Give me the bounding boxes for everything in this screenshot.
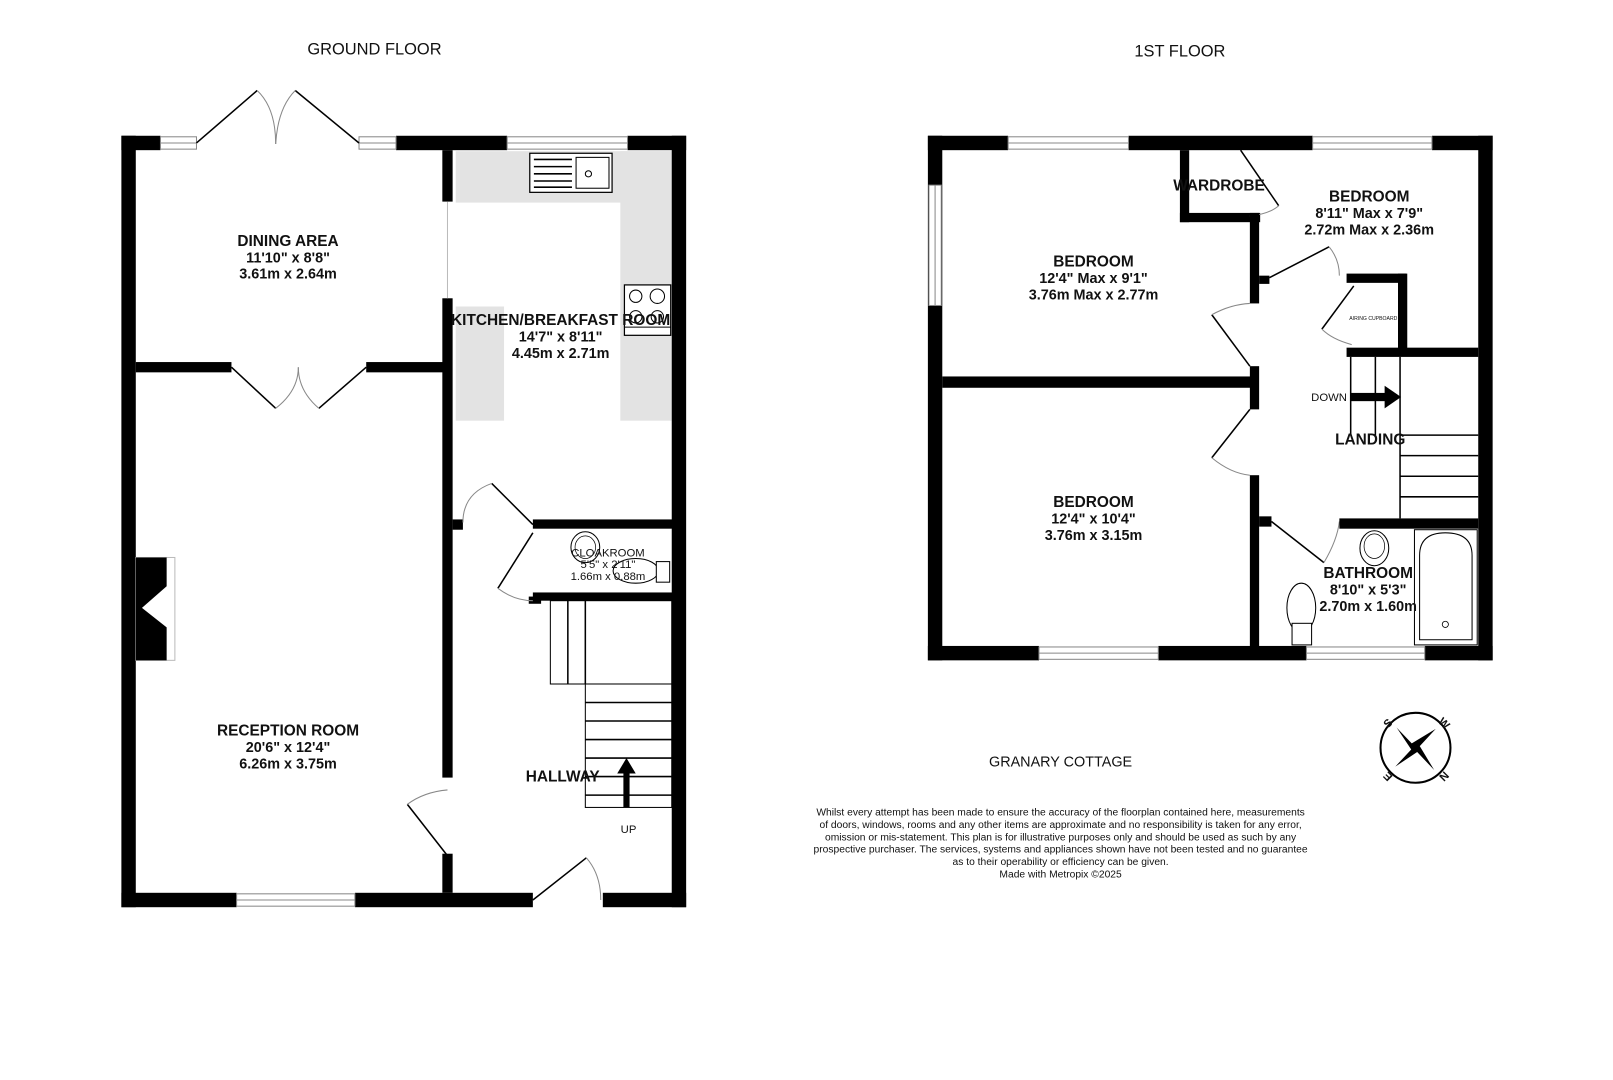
wall [1398,274,1407,356]
svg-text:of doors, windows, rooms and a: of doors, windows, rooms and any other items are approximate and no responsibility is taken for any error, [819,820,1302,831]
wall [1339,518,1478,528]
wall [942,376,1257,387]
wall [1158,646,1306,660]
svg-text:3.76m x 3.15m: 3.76m x 3.15m [1044,528,1143,544]
double-doors [231,367,366,408]
wall [136,362,232,372]
ground-floor-plan [121,41,686,908]
svg-text:12'4" Max x 9'1": 12'4" Max x 9'1" [1039,270,1148,287]
bath-icon [1414,530,1477,645]
room-label-bedroom-1 [1029,253,1159,303]
svg-text:2.70m x 1.60m: 2.70m x 1.60m [1319,598,1417,615]
svg-text:as to their operability or eff: as to their operability or efficiency can be given. [952,857,1169,869]
wall [1425,646,1493,660]
svg-text:RECEPTION ROOM: RECEPTION ROOM [216,722,360,740]
svg-text:DINING AREA: DINING AREA [237,232,339,250]
svg-text:3.76m Max x 2.77m: 3.76m Max x 2.77m [1028,287,1159,304]
wall [928,646,1039,660]
wall [1128,136,1312,150]
stairs-up-label: UP [620,824,637,837]
svg-text:12'4" x 10'4": 12'4" x 10'4" [1051,511,1136,528]
svg-text:5'5" x 2'11": 5'5" x 2'11" [580,558,636,571]
svg-text:Made with Metropix ©2025: Made with Metropix ©2025 [999,869,1122,881]
stairs-down-label: DOWN [1311,392,1347,405]
svg-text:Whilst every attempt has been: Whilst every attempt has been made to ensure the accuracy of the floorplan contained here, measurements [816,807,1305,819]
compass-icon [1381,713,1452,783]
ground-floor-title: GROUND FLOOR [307,40,442,59]
disclaimer [814,808,1308,881]
wall [366,362,448,372]
svg-text:S: S [1381,716,1396,731]
first-floor-title: 1ST FLOOR [1134,42,1226,61]
svg-text:8'11" Max x 7'9": 8'11" Max x 7'9" [1315,206,1424,223]
wall [1259,276,1269,284]
room-label-wardrobe: WARDROBE [1173,177,1265,195]
svg-text:14'7" x 8'11": 14'7" x 8'11" [518,329,603,346]
svg-text:CLOAKROOM: CLOAKROOM [571,547,645,560]
wall [1250,475,1259,650]
wall [453,519,463,529]
svg-text:8'10" x 5'3": 8'10" x 5'3" [1329,582,1407,599]
wall [1478,136,1492,661]
first-floor-plan [928,43,1493,661]
wall [1250,213,1259,304]
room-label-bedroom-2 [1304,189,1434,239]
svg-text:6.26m x 3.75m: 6.26m x 3.75m [239,756,337,773]
wall [533,592,677,600]
wall [442,150,452,201]
wall [1180,213,1260,222]
wall [1259,516,1271,526]
svg-text:2.72m Max x 2.36m: 2.72m Max x 2.36m [1304,222,1435,239]
wall [603,893,686,907]
svg-text:1.66m x 0.88m: 1.66m x 0.88m [570,571,646,584]
wall [121,893,236,907]
toilet-icon [1287,583,1316,645]
svg-text:KITCHEN/BREAKFAST ROOM: KITCHEN/BREAKFAST ROOM [451,312,671,330]
room-label-airing-cupboard: AIRING CUPBOARD [1349,315,1398,322]
room-label-hallway: HALLWAY [525,768,600,786]
room-label-bathroom [1319,565,1417,615]
svg-text:11'10" x 8'8": 11'10" x 8'8" [246,250,330,267]
french-doors [196,91,359,144]
fireplace [136,557,175,660]
room-label-bedroom-3 [1045,494,1143,544]
room-label-cloakroom [571,547,646,583]
wall [355,893,533,907]
room-label-dining-area [237,233,338,283]
svg-text:BEDROOM: BEDROOM [1053,253,1134,271]
basin-icon [1360,531,1389,566]
room-label-reception-room [217,722,359,772]
arrow-right-icon [1385,386,1401,409]
svg-text:3.61m x 2.64m: 3.61m x 2.64m [239,266,337,283]
svg-text:20'6" x 12'4": 20'6" x 12'4" [245,739,331,756]
svg-text:BATHROOM: BATHROOM [1323,565,1413,583]
wall [1347,348,1479,357]
kitchen-sink-icon [530,153,612,192]
wall [1347,274,1407,283]
property-name: GRANARY COTTAGE [989,754,1133,771]
svg-text:E: E [1381,768,1396,783]
wall [121,136,160,150]
svg-text:prospective purchaser. The ser: prospective purchaser. The services, systems and appliances shown have not been tested and no guarantee [813,844,1308,856]
svg-text:4.45m x 2.71m: 4.45m x 2.71m [511,345,610,362]
wall [1432,136,1493,150]
wall [928,136,1008,150]
svg-text:omission or mis-statement. Thi: omission or mis-statement. This plan is for illustrative purposes only and should be used as such by any [825,832,1297,844]
svg-text:BEDROOM: BEDROOM [1053,494,1134,512]
wall [628,136,687,150]
wall [396,136,507,150]
svg-text:BEDROOM: BEDROOM [1328,188,1410,206]
wall [533,519,677,528]
wall [442,854,452,893]
wall [121,136,135,907]
svg-text:W: W [1435,715,1452,732]
room-label-landing: LANDING [1335,431,1406,449]
svg-text:N: N [1436,768,1451,783]
